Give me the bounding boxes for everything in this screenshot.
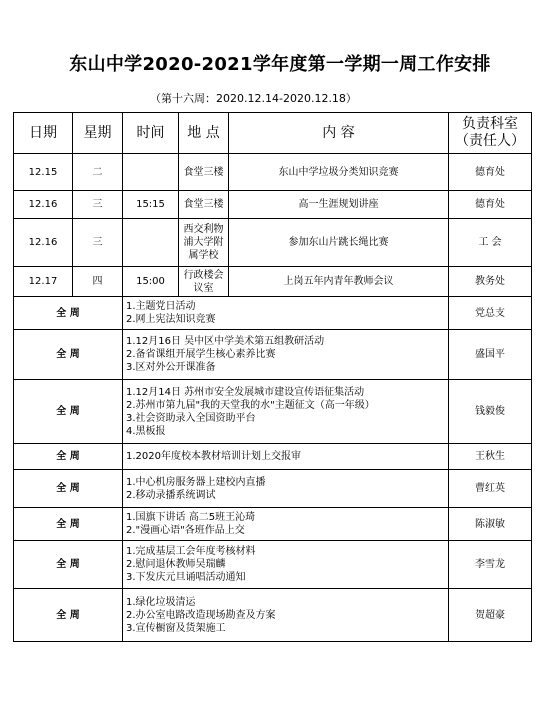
place-cell: 食堂三楼 <box>179 154 229 191</box>
responsible-person-cell: 王秋生 <box>449 444 532 470</box>
responsible-person-cell: 曹红英 <box>449 470 532 508</box>
week-task-row <box>14 330 532 380</box>
task-item: 3.社会资助录入全国资助平台 <box>126 412 256 424</box>
task-items-cell <box>123 297 449 330</box>
content-cell: 上岗五年内青年教师会议 <box>229 267 449 297</box>
header-weekday: 星期 <box>73 113 123 154</box>
task-item: 1.12月14日 苏州市安全发展城市建设宣传语征集活动 <box>126 386 365 398</box>
task-item: 2.办公室电路改造现场勘查及方案 <box>126 609 276 621</box>
responsible-person-cell: 李雪龙 <box>449 541 532 589</box>
task-item: 3.区对外公开课准备 <box>126 362 216 373</box>
responsible-person-cell: 贺超豪 <box>449 589 532 642</box>
task-items-cell <box>123 508 449 541</box>
week-task-row <box>14 589 532 642</box>
task-items-cell <box>123 589 449 642</box>
task-item: 2.移动录播系统调试 <box>126 489 216 501</box>
time-cell <box>123 219 179 267</box>
task-items-cell <box>123 541 449 589</box>
schedule-row <box>14 267 532 297</box>
dept-cell: 德育处 <box>449 154 532 191</box>
header-date: 日期 <box>14 113 73 154</box>
week-label-cell: 全 周 <box>14 541 123 589</box>
place-cell: 行政楼会议室 <box>179 267 229 297</box>
week-task-row <box>14 444 532 470</box>
schedule-row <box>14 191 532 219</box>
date-cell: 12.16 <box>14 191 73 219</box>
task-item: 2.苏州市第九届"我的天堂我的水"主题征文（高一年级） <box>126 399 375 411</box>
header-dept-line2: （责任人） <box>455 133 525 149</box>
responsible-person-cell: 党总支 <box>449 297 532 330</box>
task-item: 1.2020年度校本教材培训计划上交报审 <box>126 451 301 462</box>
task-item: 1.国旗下讲话 高二5班王沁琦 <box>126 512 256 523</box>
week-label-cell: 全 周 <box>14 444 123 470</box>
task-item: 3.宣传橱窗及货架施工 <box>126 622 226 634</box>
week-range-subtitle: （第十六周：2020.12.14-2020.12.18） <box>150 92 357 105</box>
week-task-row <box>14 508 532 541</box>
header-time: 时间 <box>123 113 179 154</box>
task-item: 2."漫画心语"各班作品上交 <box>126 525 245 536</box>
header-content: 内 容 <box>229 113 449 154</box>
week-label-cell: 全 周 <box>14 508 123 541</box>
week-label-cell: 全 周 <box>14 589 123 642</box>
date-cell: 12.15 <box>14 154 73 191</box>
week-task-row <box>14 297 532 330</box>
header-place: 地 点 <box>179 113 229 154</box>
task-items-cell <box>123 444 449 470</box>
task-item: 1.绿化垃圾清运 <box>126 596 196 608</box>
dept-cell: 工 会 <box>449 219 532 267</box>
responsible-person-cell: 陈淑敏 <box>449 508 532 541</box>
week-task-row <box>14 380 532 444</box>
schedule-row <box>14 219 532 267</box>
time-cell: 15:00 <box>123 267 179 297</box>
page-title: 东山中学2020-2021学年度第一学期一周工作安排 <box>69 54 491 75</box>
header-dept <box>449 113 532 154</box>
schedule-row <box>14 154 532 191</box>
week-label-cell: 全 周 <box>14 330 123 380</box>
task-item: 1.中心机房服务器上建校内直播 <box>126 476 266 488</box>
week-task-row <box>14 541 532 589</box>
weekday-cell: 二 <box>73 154 123 191</box>
task-item: 2.网上宪法知识竞赛 <box>126 314 216 325</box>
task-item: 3.下发庆元旦诵唱活动通知 <box>126 572 246 583</box>
week-label-cell: 全 周 <box>14 470 123 508</box>
place-cell: 食堂三楼 <box>179 191 229 219</box>
dept-cell: 德育处 <box>449 191 532 219</box>
place-cell: 西交利物浦大学附属学校 <box>179 219 229 267</box>
task-item: 1.主题党日活动 <box>126 301 196 312</box>
responsible-person-cell: 盛国平 <box>449 330 532 380</box>
weekday-cell: 三 <box>73 191 123 219</box>
task-items-cell <box>123 330 449 380</box>
weekday-cell: 三 <box>73 219 123 267</box>
task-items-cell <box>123 380 449 444</box>
task-item: 4.黑板报 <box>126 425 166 437</box>
task-item: 2.备省课组开展学生核心素养比赛 <box>126 349 276 360</box>
header-dept-line1: 负责科室 <box>462 116 518 132</box>
weekday-cell: 四 <box>73 267 123 297</box>
time-cell <box>123 154 179 191</box>
task-item: 1.完成基层工会年度考核材料 <box>126 546 256 557</box>
week-label-cell: 全 周 <box>14 380 123 444</box>
dept-cell: 教务处 <box>449 267 532 297</box>
task-items-cell <box>123 470 449 508</box>
date-cell: 12.16 <box>14 219 73 267</box>
time-cell: 15:15 <box>123 191 179 219</box>
content-cell: 高一生涯规划讲座 <box>229 191 449 219</box>
week-task-row <box>14 470 532 508</box>
date-cell: 12.17 <box>14 267 73 297</box>
week-label-cell: 全 周 <box>14 297 123 330</box>
header-row <box>14 113 532 154</box>
schedule-table <box>13 112 532 642</box>
responsible-person-cell: 钱毅俊 <box>449 380 532 444</box>
task-item: 1.12月16日 吴中区中学美术第五组教研活动 <box>126 336 325 347</box>
content-cell: 参加东山片跳长绳比赛 <box>229 219 449 267</box>
task-item: 2.慰问退休教师吴瑞麟 <box>126 559 226 570</box>
content-cell: 东山中学垃圾分类知识竞赛 <box>229 154 449 191</box>
